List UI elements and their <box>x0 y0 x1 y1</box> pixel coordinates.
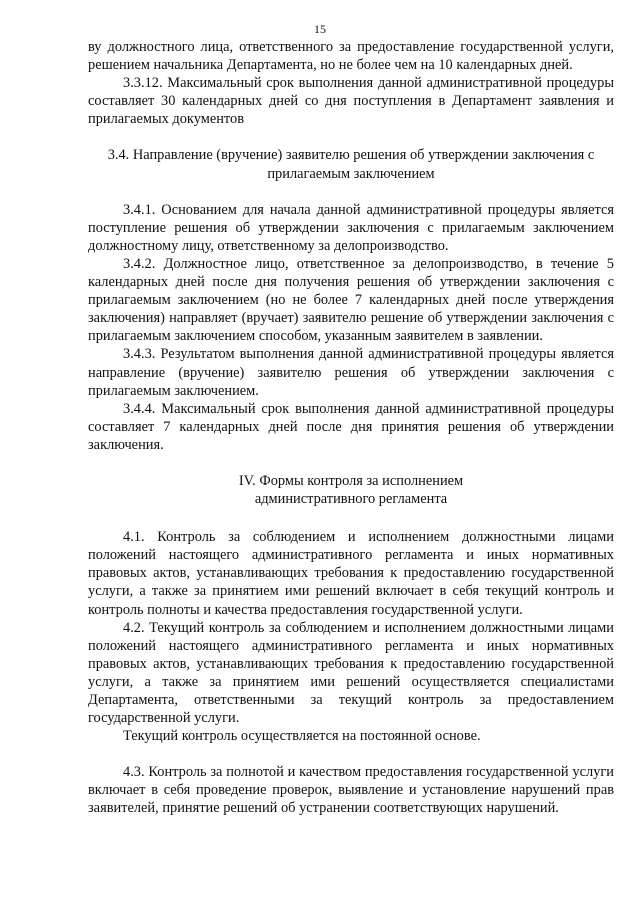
paragraph-4-1: 4.1. Контроль за соблюдением и исполнением должностными лицами положений настоящего административного регламента и иных нормативных правовых актов, устанавливающих требования к предоставлению государственной услуги, а также за принятием ими решений включает в себя текущий контроль и контроль полноты и качества предоставления государственной услуги. <box>88 529 614 618</box>
section-heading-iv-line-2: административного регламента <box>254 491 448 508</box>
section-heading-iv <box>88 472 614 508</box>
paragraph-3-3-12: 3.3.12. Максимальный срок выполнения данной административной процедуры составляет 30 календарных дней со дня поступления в Департамент заявления и прилагаемых документов <box>88 75 614 128</box>
section-heading-3-4: 3.4. Направление (вручение) заявителю решения об утверждении заключения с прилагаемым заключением <box>107 147 595 182</box>
document-body <box>88 38 614 818</box>
paragraph-continuation: ву должностного лица, ответственного за предоставление государственной услуги, решением начальника Департамента, но не более чем на 10 календарных дней. <box>88 39 614 74</box>
paragraph-3-4-4: 3.4.4. Максимальный срок выполнения данной административной процедуры составляет 7 календарных дней после дня принятия решения об утверждении заключения. <box>88 400 614 453</box>
section-heading-iv-line-1: IV. Формы контроля за исполнением <box>238 472 464 489</box>
paragraph-3-4-2: 3.4.2. Должностное лицо, ответственное за делопроизводство, в течение 5 календарных дней после дня получения решения об утверждении заключения с прилагаемым заключением (но не более 7 календарных дней после утверждения заключения) направляет (вручает) заявителю решение об утверждении заключения с прилагаемым заключением способом, указанным заявителем в заявлении. <box>88 255 614 345</box>
page-number: 15 <box>314 22 326 36</box>
paragraph-3-4-3: 3.4.3. Результатом выполнения данной административной процедуры является направление (вручение) заявителю решения об утверждении заключения с прилагаемым заключением. <box>88 346 614 399</box>
paragraph-4-2: 4.2. Текущий контроль за соблюдением и исполнением должностными лицами положений настоящего административного регламента и иных нормативных правовых актов, устанавливающих требования к предоставлению государственной услуги, а также за принятием ими решений осуществляется специалистами Департамента, ответственными за текущий контроль за предоставлением государственной услуги. <box>88 619 614 727</box>
paragraph-4-3: 4.3. Контроль за полнотой и качеством предоставления государственной услуги включает в себя проведение проверок, выявление и установление нарушений прав заявителей, принятие решений об устранении соответствующих нарушений. <box>88 764 614 817</box>
paragraph-current-control: Текущий контроль осуществляется на постоянной основе. <box>123 728 481 745</box>
paragraph-3-4-1: 3.4.1. Основанием для начала данной административной процедуры является поступление решения об утверждении заключения с прилагаемым заключением должностному лицу, ответственному за делопроизводство. <box>88 201 614 254</box>
